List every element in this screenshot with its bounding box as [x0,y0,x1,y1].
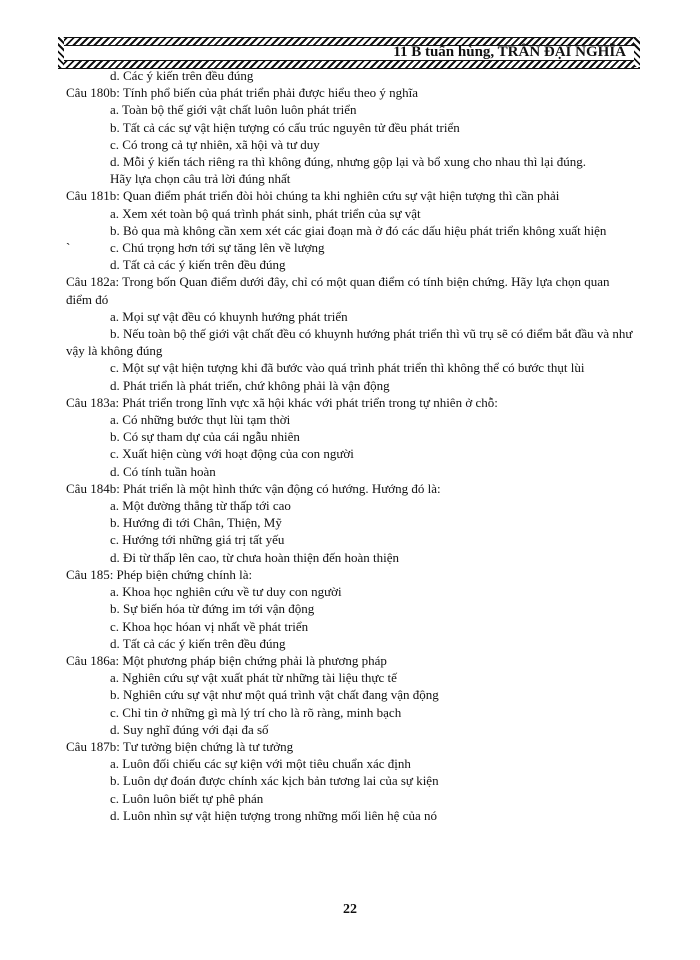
answer-option: b. Luôn dự đoán được chính xác kịch bản tương lai của sự kiện [110,773,439,789]
answer-option: d. Có tính tuần hoàn [110,463,216,479]
answer-option: c. Có trong cả tự nhiên, xã hội và tư duy [110,136,320,152]
answer-option: c. Hướng tới những giá trị tất yếu [110,532,285,548]
answer-option: b. Hướng đi tới Chân, Thiện, Mỹ [110,515,282,531]
answer-option: a. Toàn bộ thế giới vật chất luôn luôn phát triển [110,102,357,118]
answer-option: d. Luôn nhìn sự vật hiện tượng trong những mối liên hệ của nó [110,807,437,823]
document-body [66,67,636,824]
answer-option: a. Mọi sự vật đều có khuynh hướng phát triển [110,308,348,324]
header-title: 11 B tuấn hùng, TRẦN ĐẠI NGHĨA [393,44,626,60]
question-line: Câu 185: Phép biện chứng chính là: [66,566,253,582]
question-line: Câu 183a: Phát triển trong lĩnh vực xã hội khác với phát triển trong tự nhiên ở chỗ: [66,394,498,410]
header-border-left [58,37,64,67]
answer-option: a. Xem xét toàn bộ quá trình phát sinh, phát triển của sự vật [110,205,421,221]
answer-option: a. Luôn đối chiếu các sự kiện với một tiêu chuẩn xác định [110,756,411,772]
answer-option [66,239,636,256]
answer-option: d. Tất cả các ý kiến trên đều đúng [110,257,286,273]
header-border-right [634,37,640,67]
question-line: Câu 187b: Tư tưởng biện chứng là tư tưởng [66,738,294,754]
answer-option: d. Phát triển là phát triển, chứ không phải là vận động [110,377,390,393]
question-line: Câu 186a: Một phương pháp biện chứng phải là phương pháp [66,652,387,668]
answer-option: c. Xuất hiện cùng với hoạt động của con người [110,446,354,462]
question-line: Câu 184b: Phát triển là một hình thức vận động có hướng. Hướng đó là: [66,480,441,496]
answer-option: a. Có những bước thụt lùi tạm thời [110,412,291,428]
answer-option: b. Tất cả các sự vật hiện tượng có cấu trúc nguyên tử đều phát triển [110,119,460,135]
answer-option: c. Chỉ tin ở những gì mà lý trí cho là rõ ràng, minh bạch [110,704,402,720]
answer-option: d. Các ý kiến trên đều đúng [110,68,254,83]
answer-option: d. Đi từ thấp lên cao, từ chưa hoàn thiện đến hoàn thiện [110,549,400,565]
answer-option: b. Nghiên cứu sự vật như một quá trình vật chất đang vận động [110,687,439,703]
answer-option: b. Bỏ qua mà không cần xem xét các giai đoạn mà ở đó các dấu hiệu phát triển không xuất hiện [110,222,607,238]
answer-option: a. Khoa học nghiên cứu về tư duy con người [110,584,342,600]
answer-option: d. Suy nghĩ đúng với đại đa số [110,721,269,737]
answer-option: Hãy lựa chọn câu trả lời đúng nhất [110,171,291,187]
answer-option: d. Tất cả các ý kiến trên đều đúng [110,635,286,651]
stray-mark: ` [66,240,71,256]
page-header [58,37,640,67]
question-line: Câu 182a: Trong bốn Quan điểm dưới đây, chỉ có một quan điểm có tính biện chứng. Hãy lựa chọn quan điểm đó [66,274,610,307]
answer-option: d. Mỗi ý kiến tách riêng ra thì không đúng, nhưng gộp lại và bổ xung cho nhau thì lại đúng. [110,154,587,170]
answer-option: c. Khoa học hóan vị nhất về phát triển [110,618,309,634]
answer-option-text: c. Chú trọng hơn tới sự tăng lên về lượng [110,240,325,256]
answer-option: a. Một đường thẳng từ thấp tới cao [110,498,291,514]
answer-option: c. Một sự vật hiện tượng khi đã bước vào quá trình phát triển thì không thể có bước thụt lùi [110,360,585,376]
question-line: Câu 181b: Quan điểm phát triển đòi hỏi chúng ta khi nghiên cứu sự vật hiện tượng thì cần phải [66,188,560,204]
answer-option: b. Sự biến hóa từ đứng im tới vận động [110,601,315,617]
answer-option: b. Có sự tham dự của cái ngẫu nhiên [110,429,300,445]
answer-option: b. Nếu toàn bộ thế giới vật chất đều có khuynh hướng phát triển thì vũ trụ sẽ có điểm bắt đầu và như vậy là không đúng [66,326,633,359]
answer-option: a. Nghiên cứu sự vật xuất phát từ những tài liệu thực tế [110,670,397,686]
page-number: 22 [343,902,357,917]
answer-option: c. Luôn luôn biết tự phê phán [110,790,264,806]
question-line: Câu 180b: Tính phổ biến của phát triển phải được hiểu theo ý nghĩa [66,85,418,101]
